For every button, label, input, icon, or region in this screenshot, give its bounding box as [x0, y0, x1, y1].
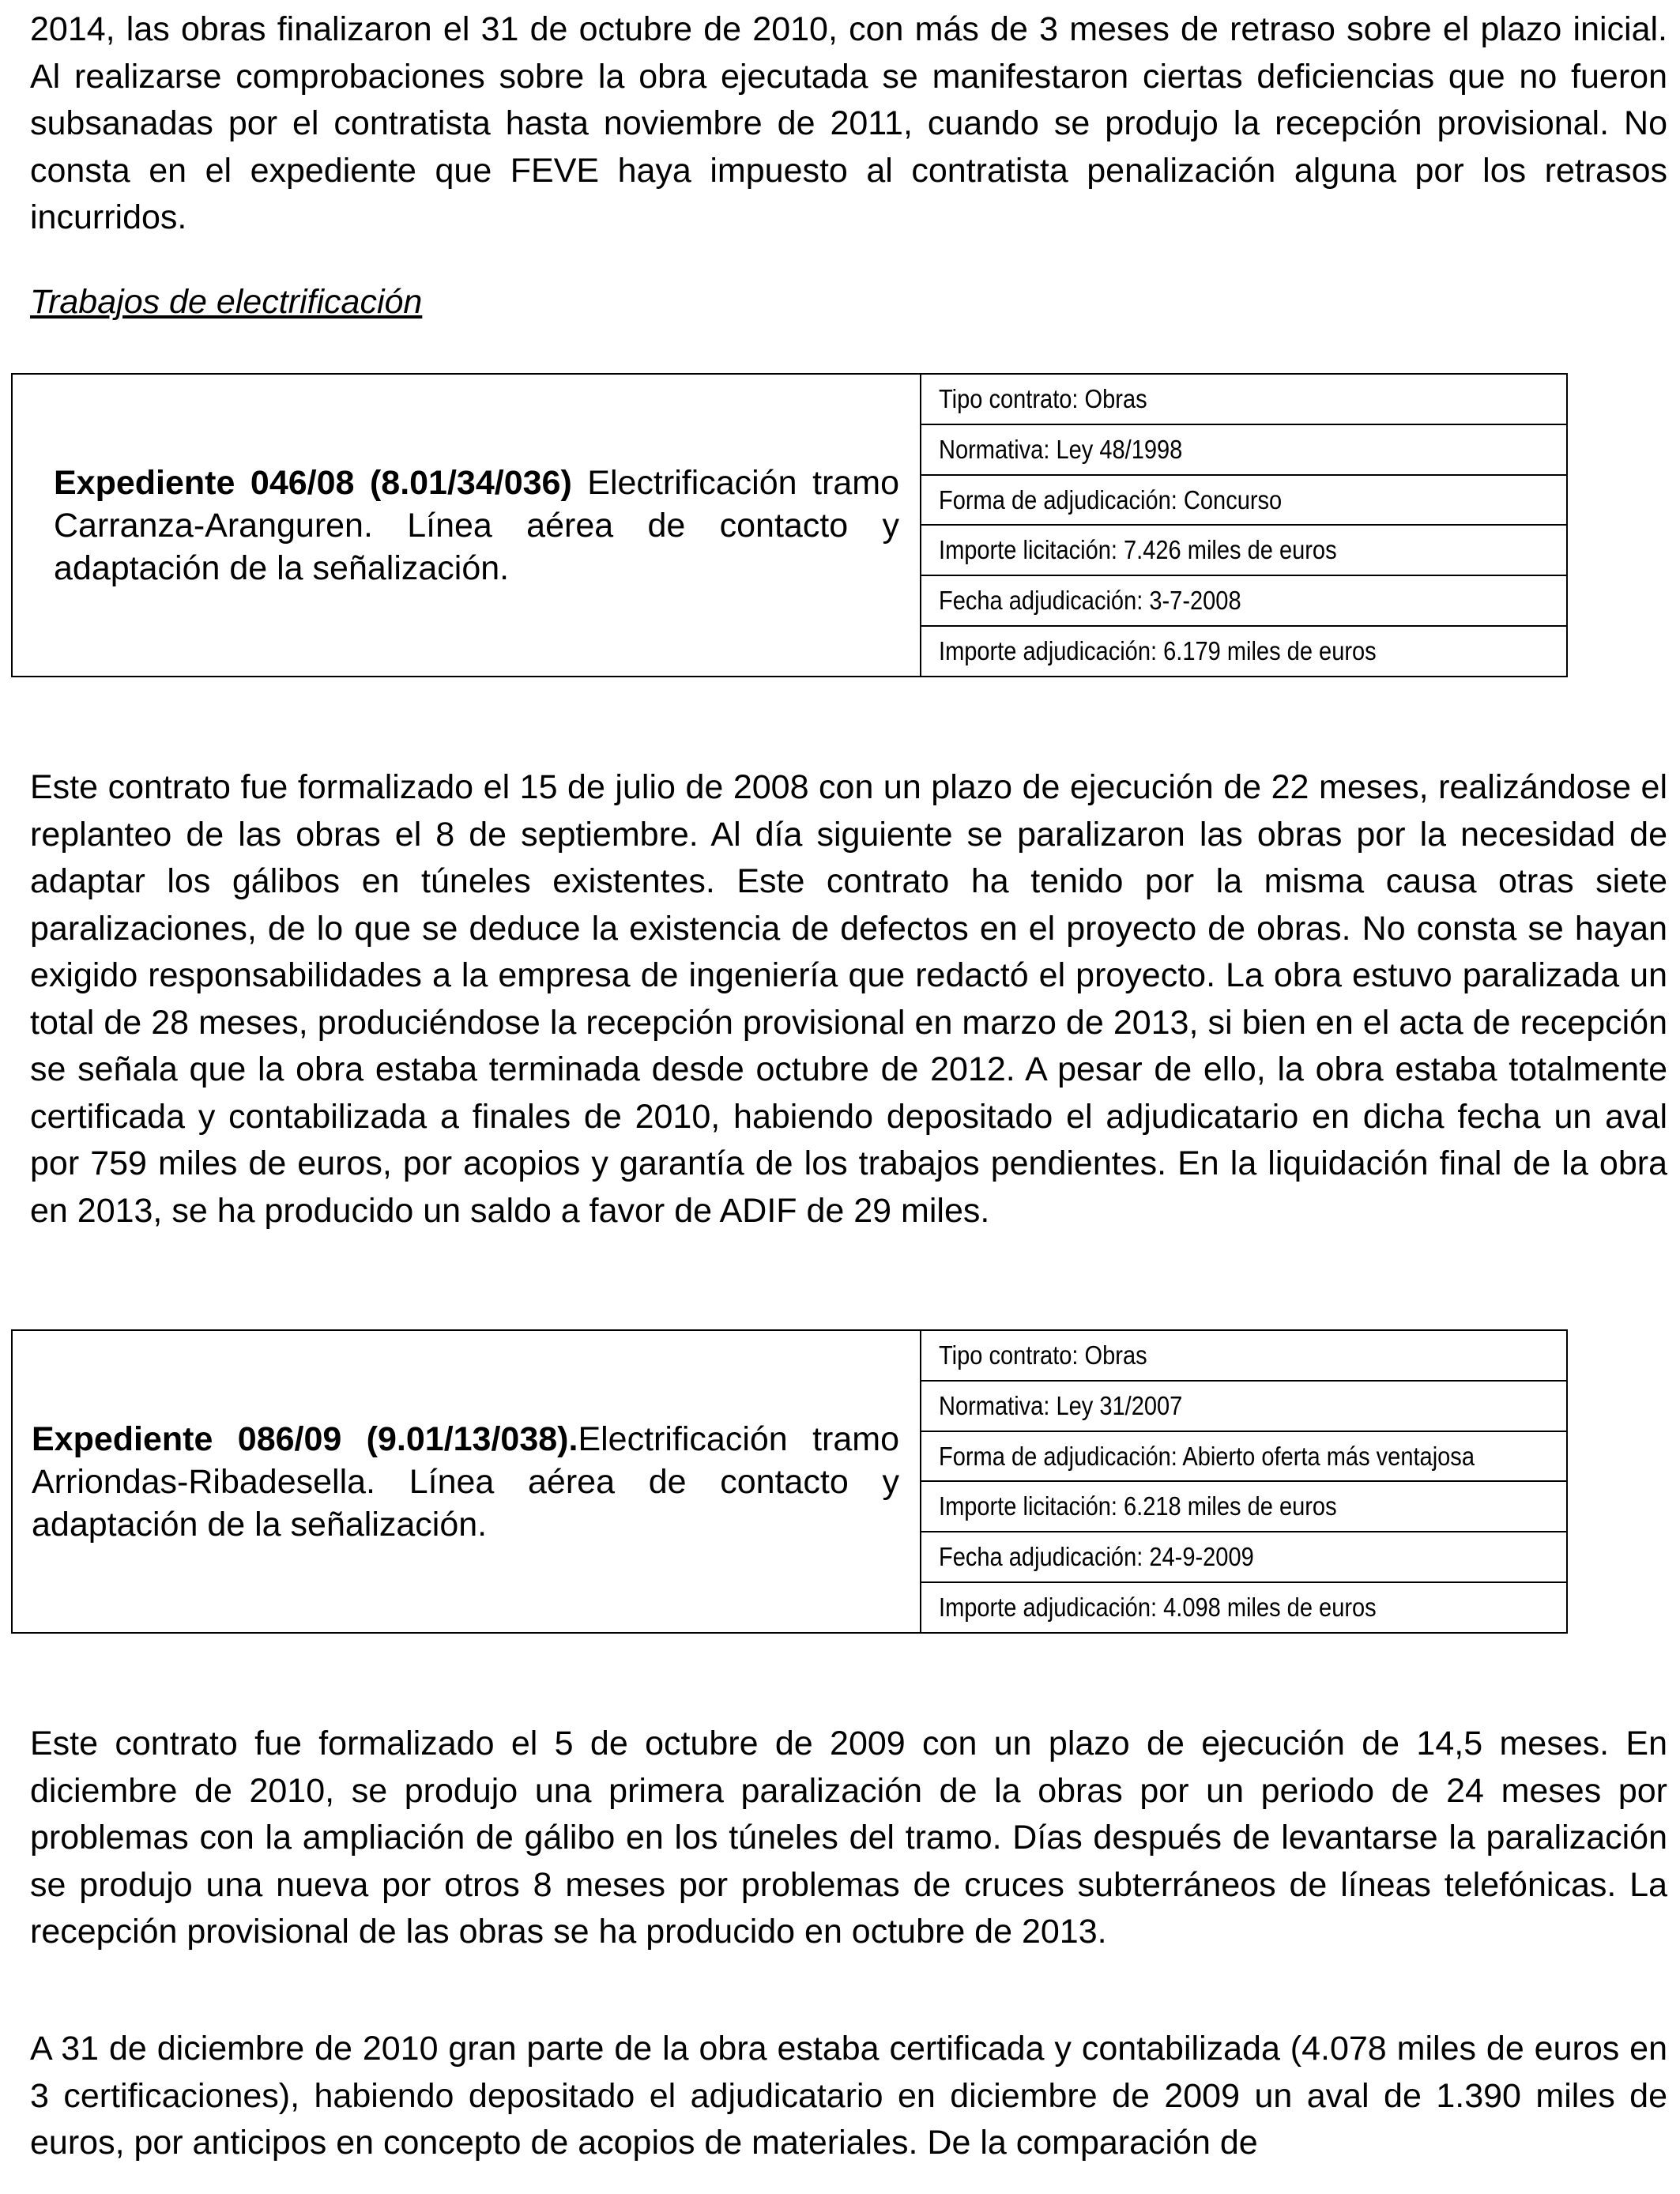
contract-box-2 [11, 1329, 1568, 1634]
paragraph-contract-2: Este contrato fue formalizado el 5 de octubre de 2009 con un plazo de ejecución de 14,5 meses. En diciembre de 2010, se produjo una primera paralización de la obras por un periodo de 24 meses por problemas con la ampliación de gálibo en los túneles del tramo. Días después de levantarse la paralización se produjo una nueva por otros 8 meses por problemas de cruces subterráneos de líneas telefónicas. La recepción provisional de las obras se ha producido en octubre de 2013. [30, 1725, 1667, 1951]
detail-forma-adjudicacion: Forma de adjudicación: Concurso [921, 476, 1566, 526]
detail-importe-licitacion: Importe licitación: 7.426 miles de euros [921, 526, 1566, 576]
detail-normativa: Normativa: Ley 48/1998 [921, 425, 1566, 476]
contract-details [921, 1331, 1566, 1632]
detail-normativa: Normativa: Ley 31/2007 [921, 1382, 1566, 1432]
paragraph-intro: 2014, las obras finalizaron el 31 de octubre de 2010, con más de 3 meses de retraso sobre el plazo inicial. Al realizarse comprobaciones sobre la obra ejecutada se manifestaron ciertas deficiencias que no fueron subsanadas por el contratista hasta noviembre de 2011, cuando se produjo la recepción provisional. No consta en el expediente que FEVE haya impuesto al contratista penalización alguna por los retrasos incurridos. [30, 10, 1667, 236]
paragraph-contract-1: Este contrato fue formalizado el 15 de julio de 2008 con un plazo de ejecución de 22 meses, realizándose el replanteo de las obras el 8 de septiembre. Al día siguiente se paralizaron las obras por la necesidad de adaptar los gálibos en túneles existentes. Este contrato ha tenido por la misma causa otras siete paralizaciones, de lo que se deduce la existencia de defectos en el proyecto de obras. No consta se hayan exigido responsabilidades a la empresa de ingeniería que redactó el proyecto. La obra estuvo paralizada un total de 28 meses, produciéndose la recepción provisional en marzo de 2013, si bien en el acta de recepción se señala que la obra estaba terminada desde octubre de 2012. A pesar de ello, la obra estaba totalmente certificada y contabilizada a finales de 2010, habiendo depositado el adjudicatario en dicha fecha un aval por 759 miles de euros, por acopios y garantía de los trabajos pendientes. En la liquidación final de la obra en 2013, se ha producido un saldo a favor de ADIF de 29 miles. [30, 768, 1667, 1230]
paragraph-certificaciones: A 31 de diciembre de 2010 gran parte de la obra estaba certificada y contabilizada (4.078 miles de euros en 3 certificaciones), habiendo depositado el adjudicatario en diciembre de 2009 un aval de 1.390 miles de euros, por anticipos en concepto de acopios de materiales. De la comparación de [30, 2030, 1667, 2162]
contract-description: Electrificación tramo Carranza-Aranguren. Línea aérea de contacto y adaptación de la señalización. [54, 463, 899, 587]
contract-id: Expediente 046/08 (8.01/34/036) [54, 463, 572, 502]
detail-tipo-contrato: Tipo contrato: Obras [921, 1331, 1566, 1382]
detail-fecha-adjudicacion: Fecha adjudicación: 24-9-2009 [921, 1532, 1566, 1583]
contract-title-cell [13, 1331, 921, 1632]
contract-title-cell [13, 375, 921, 676]
detail-importe-adjudicacion: Importe adjudicación: 4.098 miles de euros [939, 1593, 1377, 1623]
detail-fecha-adjudicacion: Fecha adjudicación: 3-7-2008 [921, 576, 1566, 627]
contract-box-1 [11, 373, 1568, 677]
contract-description: Electrificación tramo Arriondas-Ribadesella. Línea aérea de contacto y adaptación de la señalización. [32, 1419, 899, 1544]
detail-importe-adjudicacion: Importe adjudicación: 6.179 miles de euros [939, 636, 1377, 666]
detail-importe-licitacion: Importe licitación: 6.218 miles de euros [921, 1482, 1566, 1532]
contract-title [54, 462, 899, 590]
contract-title [32, 1418, 899, 1546]
contract-id: Expediente 086/09 (9.01/13/038). [32, 1419, 578, 1458]
detail-forma-adjudicacion: Forma de adjudicación: Abierto oferta más ventajosa [921, 1432, 1566, 1483]
detail-tipo-contrato: Tipo contrato: Obras [921, 375, 1566, 425]
section-subheading: Trabajos de electrificación [30, 283, 423, 321]
contract-details [921, 375, 1566, 676]
